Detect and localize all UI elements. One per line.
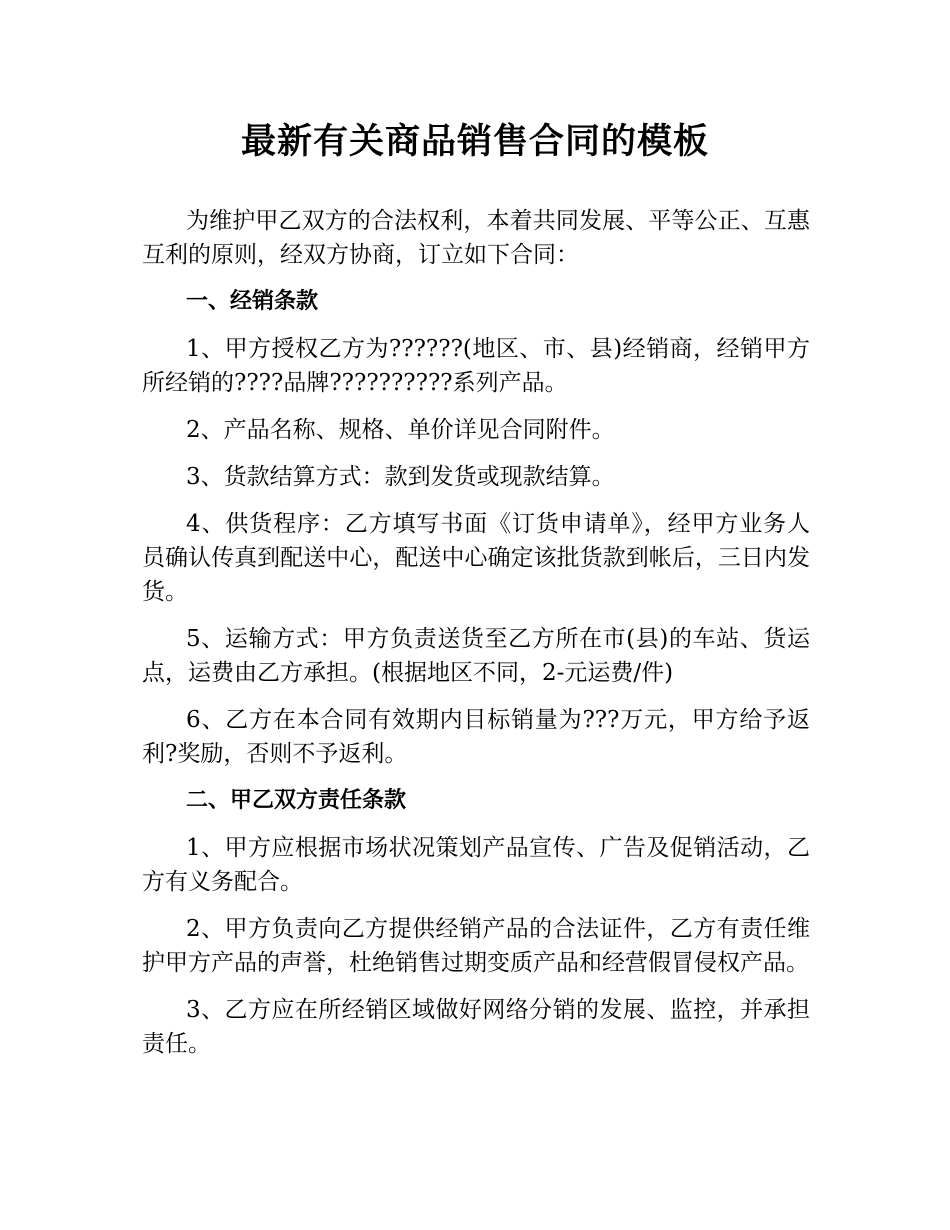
clause-paragraph: 2、甲方负责向乙方提供经销产品的合法证件，乙方有责任维护甲方产品的声誉，杜绝销售过期变质产品和经营假冒侵权产品。 [142, 916, 810, 976]
section-heading: 一、经销条款 [186, 289, 319, 314]
clause-paragraph: 6、乙方在本合同有效期内目标销量为???万元，甲方给予返利?奖励，否则不予返利。 [142, 707, 810, 767]
clause-paragraph: 2、产品名称、规格、单价详见合同附件。 [186, 417, 615, 443]
clause-paragraph: 1、甲方授权乙方为??????(地区、市、县)经销商，经销甲方所经销的????品牌??????????系列产品。 [142, 336, 810, 396]
intro-paragraph: 为维护甲乙双方的合法权利，本着共同发展、平等公正、互惠互利的原则，经双方协商，订立如下合同： [142, 208, 810, 268]
clause-paragraph: 3、货款结算方式：款到发货或现款结算。 [186, 464, 615, 490]
clause-paragraph: 1、甲方应根据市场状况策划产品宣传、广告及促销活动，乙方有义务配合。 [142, 835, 810, 895]
clause-paragraph: 4、供货程序：乙方填写书面《订货申请单》，经甲方业务人员确认传真到配送中心，配送中心确定该批货款到帐后，三日内发货。 [142, 511, 810, 605]
section-responsibility-terms [142, 784, 810, 1061]
document-body [142, 204, 810, 1074]
clause-paragraph: 5、运输方式：甲方负责送货至乙方所在市(县)的车站、货运点，运费由乙方承担。(根据地区不同，2-元运费/件) [142, 626, 810, 686]
section-distribution-terms [142, 285, 810, 771]
section-heading: 二、甲乙双方责任条款 [186, 788, 407, 813]
document-title: 最新有关商品销售合同的模板 [240, 122, 709, 162]
clause-paragraph: 3、乙方应在所经销区域做好网络分销的发展、监控，并承担责任。 [142, 997, 810, 1057]
